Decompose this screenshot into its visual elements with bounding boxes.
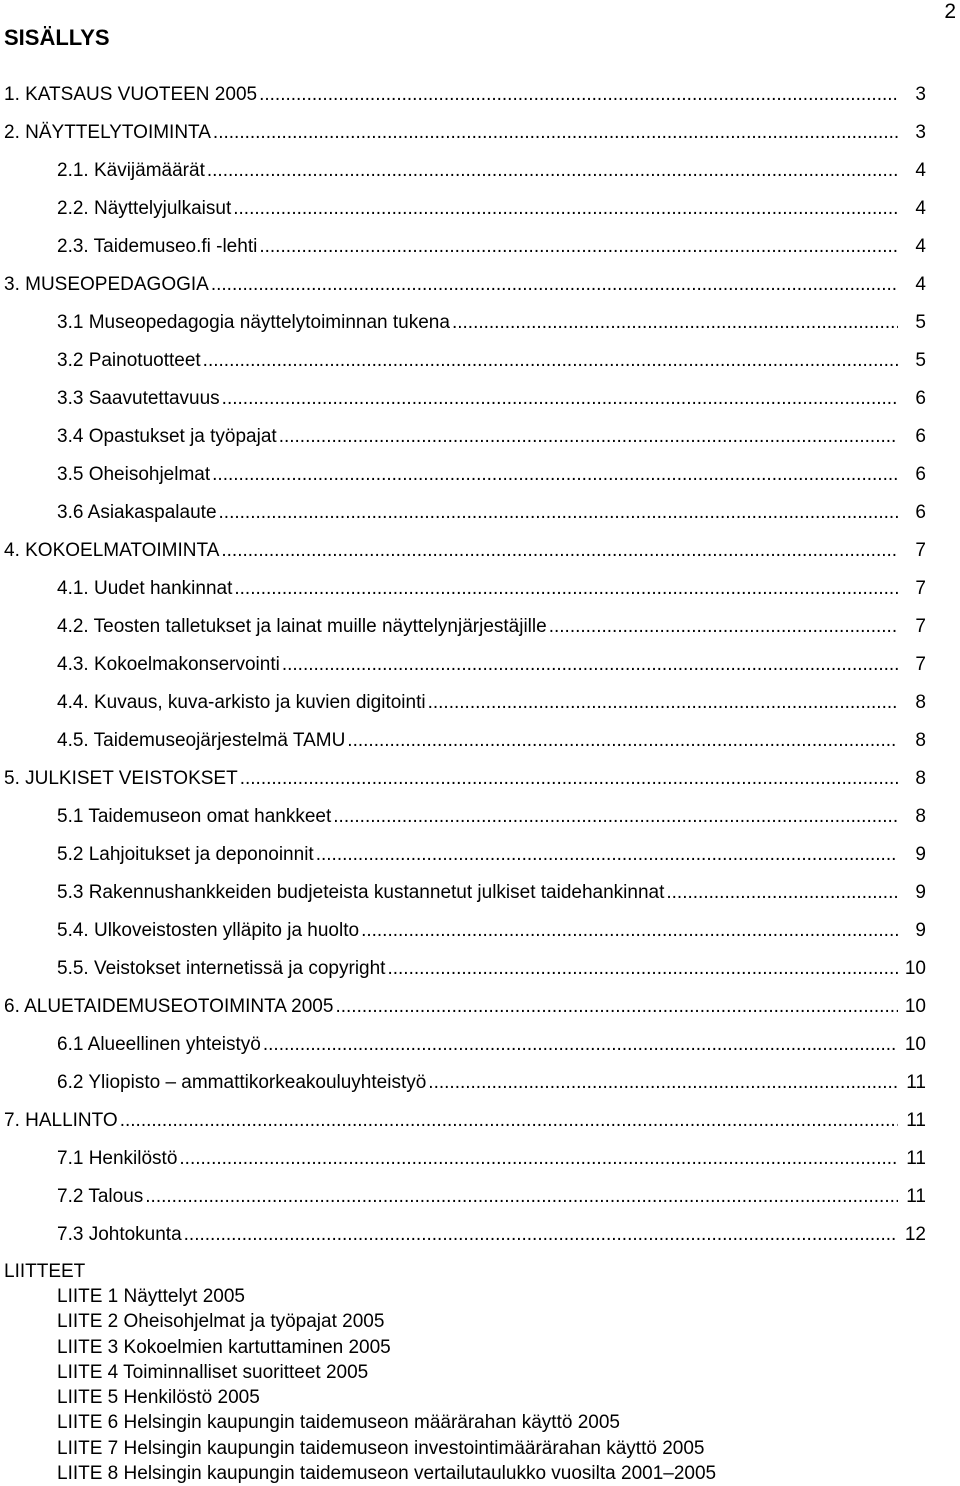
toc-entry-label: 7.3 Johtokunta xyxy=(57,1224,182,1245)
toc-entry[interactable] xyxy=(4,646,926,684)
toc-entry-label: 2.2. Näyttelyjulkaisut xyxy=(57,198,232,219)
toc-entry-label: 4.1. Uudet hankinnat xyxy=(57,578,233,599)
toc-entry[interactable] xyxy=(4,342,926,380)
toc-entry[interactable] xyxy=(4,1064,926,1102)
page-number: 2 xyxy=(944,0,956,23)
toc-entry-label: 5.1 Taidemuseon omat hankkeet xyxy=(57,806,332,827)
toc-entry-page-number: 4 xyxy=(915,160,926,181)
toc-entry-page-number: 4 xyxy=(915,198,926,219)
toc-entry[interactable] xyxy=(4,722,926,760)
appendices-heading: LIITTEET xyxy=(4,1261,86,1282)
toc-dot-leader xyxy=(213,122,898,144)
toc-entry-label: 4. KOKOELMATOIMINTA xyxy=(4,540,220,561)
toc-entry-page-number: 10 xyxy=(904,958,926,979)
toc-entry-label: 4.2. Teosten talletukset ja lainat muille näyttelynjärjestäjille xyxy=(57,616,547,637)
toc-entry-label: 3. MUSEOPEDAGOGIA xyxy=(4,274,209,295)
toc-entry-page-number: 4 xyxy=(915,274,926,295)
table-of-contents xyxy=(4,76,926,1254)
toc-dot-leader xyxy=(221,540,898,562)
toc-entry-label: 3.2 Painotuotteet xyxy=(57,350,201,371)
toc-dot-leader xyxy=(428,692,898,714)
toc-dot-leader xyxy=(184,1224,898,1246)
toc-entry[interactable] xyxy=(4,1102,926,1140)
toc-entry-page-number: 7 xyxy=(915,616,926,637)
toc-entry-label: 3.5 Oheisohjelmat xyxy=(57,464,211,485)
toc-entry-label: 6.2 Yliopisto – ammattikorkeakouluyhteistyö xyxy=(57,1072,427,1093)
appendices-list xyxy=(57,1284,716,1486)
toc-entry[interactable] xyxy=(4,988,926,1026)
toc-entry[interactable] xyxy=(4,532,926,570)
appendix-item: LIITE 5 Henkilöstö 2005 xyxy=(57,1387,260,1409)
toc-entry-label: 3.4 Opastukset ja työpajat xyxy=(57,426,277,447)
toc-dot-leader xyxy=(179,1148,898,1170)
toc-entry[interactable] xyxy=(4,494,926,532)
toc-entry[interactable] xyxy=(4,380,926,418)
toc-entry[interactable] xyxy=(4,608,926,646)
toc-entry[interactable] xyxy=(4,266,926,304)
toc-dot-leader xyxy=(263,1034,898,1056)
toc-entry-page-number: 7 xyxy=(915,578,926,599)
toc-entry[interactable] xyxy=(4,798,926,836)
toc-entry[interactable] xyxy=(4,1140,926,1178)
toc-dot-leader xyxy=(233,198,898,220)
toc-dot-leader xyxy=(333,806,898,828)
toc-dot-leader xyxy=(452,312,898,334)
toc-entry-label: 6. ALUETAIDEMUSEOTOIMINTA 2005 xyxy=(4,996,334,1017)
appendix-item: LIITE 4 Toiminnalliset suoritteet 2005 xyxy=(57,1361,369,1383)
toc-entry[interactable] xyxy=(4,950,926,988)
toc-entry-page-number: 10 xyxy=(904,996,926,1017)
toc-entry-page-number: 4 xyxy=(915,236,926,257)
toc-entry-label: 2.3. Taidemuseo.fi -lehti xyxy=(57,236,258,257)
toc-dot-leader xyxy=(335,996,898,1018)
toc-entry-label: 7. HALLINTO xyxy=(4,1110,118,1131)
toc-entry-page-number: 5 xyxy=(915,312,926,333)
toc-entry[interactable] xyxy=(4,190,926,228)
appendix-item: LIITE 8 Helsingin kaupungin taidemuseon vertailutaulukko vuosilta 2001–2005 xyxy=(57,1463,717,1485)
toc-entry[interactable] xyxy=(4,570,926,608)
toc-dot-leader xyxy=(120,1110,898,1132)
toc-entry-page-number: 6 xyxy=(915,426,926,447)
toc-entry[interactable] xyxy=(4,228,926,266)
toc-dot-leader xyxy=(207,160,898,182)
toc-entry-page-number: 11 xyxy=(906,1072,926,1093)
toc-entry[interactable] xyxy=(4,418,926,456)
toc-entry[interactable] xyxy=(4,684,926,722)
toc-entry-label: 3.1 Museopedagogia näyttelytoiminnan tukena xyxy=(57,312,450,333)
toc-entry-page-number: 6 xyxy=(915,464,926,485)
toc-dot-leader xyxy=(279,426,898,448)
toc-entry-label: 3.3 Saavutettavuus xyxy=(57,388,220,409)
toc-entry[interactable] xyxy=(4,1026,926,1064)
toc-entry-page-number: 3 xyxy=(915,122,926,143)
toc-entry-page-number: 11 xyxy=(906,1110,926,1131)
appendix-item: LIITE 1 Näyttelyt 2005 xyxy=(57,1286,245,1307)
toc-entry-label: 7.2 Talous xyxy=(57,1186,144,1207)
toc-entry-page-number: 12 xyxy=(904,1224,926,1245)
appendix-item: LIITE 2 Oheisohjelmat ja työpajat 2005 xyxy=(57,1311,385,1333)
toc-entry[interactable] xyxy=(4,152,926,190)
toc-entry[interactable] xyxy=(4,76,926,114)
toc-dot-leader xyxy=(316,844,898,866)
toc-entry-page-number: 10 xyxy=(904,1034,926,1055)
toc-dot-leader xyxy=(549,616,898,638)
toc-dot-leader xyxy=(234,578,898,600)
toc-entry[interactable] xyxy=(4,874,926,912)
toc-entry-label: 5.2 Lahjoitukset ja deponoinnit xyxy=(57,844,314,865)
toc-dot-leader xyxy=(211,274,898,296)
toc-entry-page-number: 6 xyxy=(915,388,926,409)
toc-entry-page-number: 9 xyxy=(915,882,926,903)
toc-dot-leader xyxy=(203,350,898,372)
appendix-item: LIITE 6 Helsingin kaupungin taidemuseon määrärahan käyttö 2005 xyxy=(57,1412,620,1434)
toc-dot-leader xyxy=(259,84,898,106)
toc-entry[interactable] xyxy=(4,760,926,798)
toc-entry-page-number: 3 xyxy=(915,84,926,105)
toc-dot-leader xyxy=(145,1186,898,1208)
appendix-item: LIITE 7 Helsingin kaupungin taidemuseon investointimäärärahan käyttö 2005 xyxy=(57,1437,705,1459)
toc-entry-page-number: 8 xyxy=(915,768,926,789)
toc-entry[interactable] xyxy=(4,836,926,874)
toc-entry-label: 3.6 Asiakaspalaute xyxy=(57,502,217,523)
toc-dot-leader xyxy=(219,502,898,524)
toc-entry-label: 4.5. Taidemuseojärjestelmä TAMU xyxy=(57,730,346,751)
toc-entry-label: 4.3. Kokoelmakonservointi xyxy=(57,654,280,675)
toc-entry-page-number: 7 xyxy=(915,540,926,561)
toc-entry-page-number: 8 xyxy=(915,730,926,751)
toc-entry[interactable] xyxy=(4,114,926,152)
toc-entry[interactable] xyxy=(4,1216,926,1254)
toc-dot-leader xyxy=(259,236,898,258)
page-title: SISÄLLYS xyxy=(4,25,110,50)
toc-entry[interactable] xyxy=(4,912,926,950)
toc-entry-page-number: 9 xyxy=(915,920,926,941)
toc-entry-page-number: 6 xyxy=(915,502,926,523)
toc-entry-page-number: 7 xyxy=(915,654,926,675)
toc-entry-label: 1. KATSAUS VUOTEEN 2005 xyxy=(4,84,258,105)
toc-dot-leader xyxy=(240,768,898,790)
toc-entry[interactable] xyxy=(4,456,926,494)
toc-entry-label: 5.5. Veistokset internetissä ja copyright xyxy=(57,958,386,979)
toc-entry-page-number: 11 xyxy=(906,1186,926,1207)
toc-entry[interactable] xyxy=(4,304,926,342)
toc-dot-leader xyxy=(387,958,898,980)
toc-entry-page-number: 8 xyxy=(915,692,926,713)
toc-entry-label: 5. JULKISET VEISTOKSET xyxy=(4,768,238,789)
toc-entry-label: 2. NÄYTTELYTOIMINTA xyxy=(4,122,211,143)
toc-dot-leader xyxy=(212,464,898,486)
appendix-item: LIITE 3 Kokoelmien kartuttaminen 2005 xyxy=(57,1336,391,1358)
toc-entry-label: 7.1 Henkilöstö xyxy=(57,1148,178,1169)
toc-entry[interactable] xyxy=(4,1178,926,1216)
toc-entry-label: 5.4. Ulkoveistosten ylläpito ja huolto xyxy=(57,920,360,941)
toc-dot-leader xyxy=(347,730,898,752)
toc-entry-page-number: 8 xyxy=(915,806,926,827)
toc-dot-leader xyxy=(361,920,898,942)
toc-dot-leader xyxy=(666,882,898,904)
toc-entry-label: 6.1 Alueellinen yhteistyö xyxy=(57,1034,261,1055)
toc-dot-leader xyxy=(428,1072,898,1094)
toc-entry-label: 5.3 Rakennushankkeiden budjeteista kustannetut julkiset taidehankinnat xyxy=(57,882,665,903)
toc-entry-page-number: 9 xyxy=(915,844,926,865)
toc-dot-leader xyxy=(222,388,898,410)
toc-entry-label: 4.4. Kuvaus, kuva-arkisto ja kuvien digitointi xyxy=(57,692,426,713)
toc-entry-page-number: 11 xyxy=(906,1148,926,1169)
toc-entry-page-number: 5 xyxy=(915,350,926,371)
toc-dot-leader xyxy=(282,654,898,676)
toc-entry-label: 2.1. Kävijämäärät xyxy=(57,160,205,181)
